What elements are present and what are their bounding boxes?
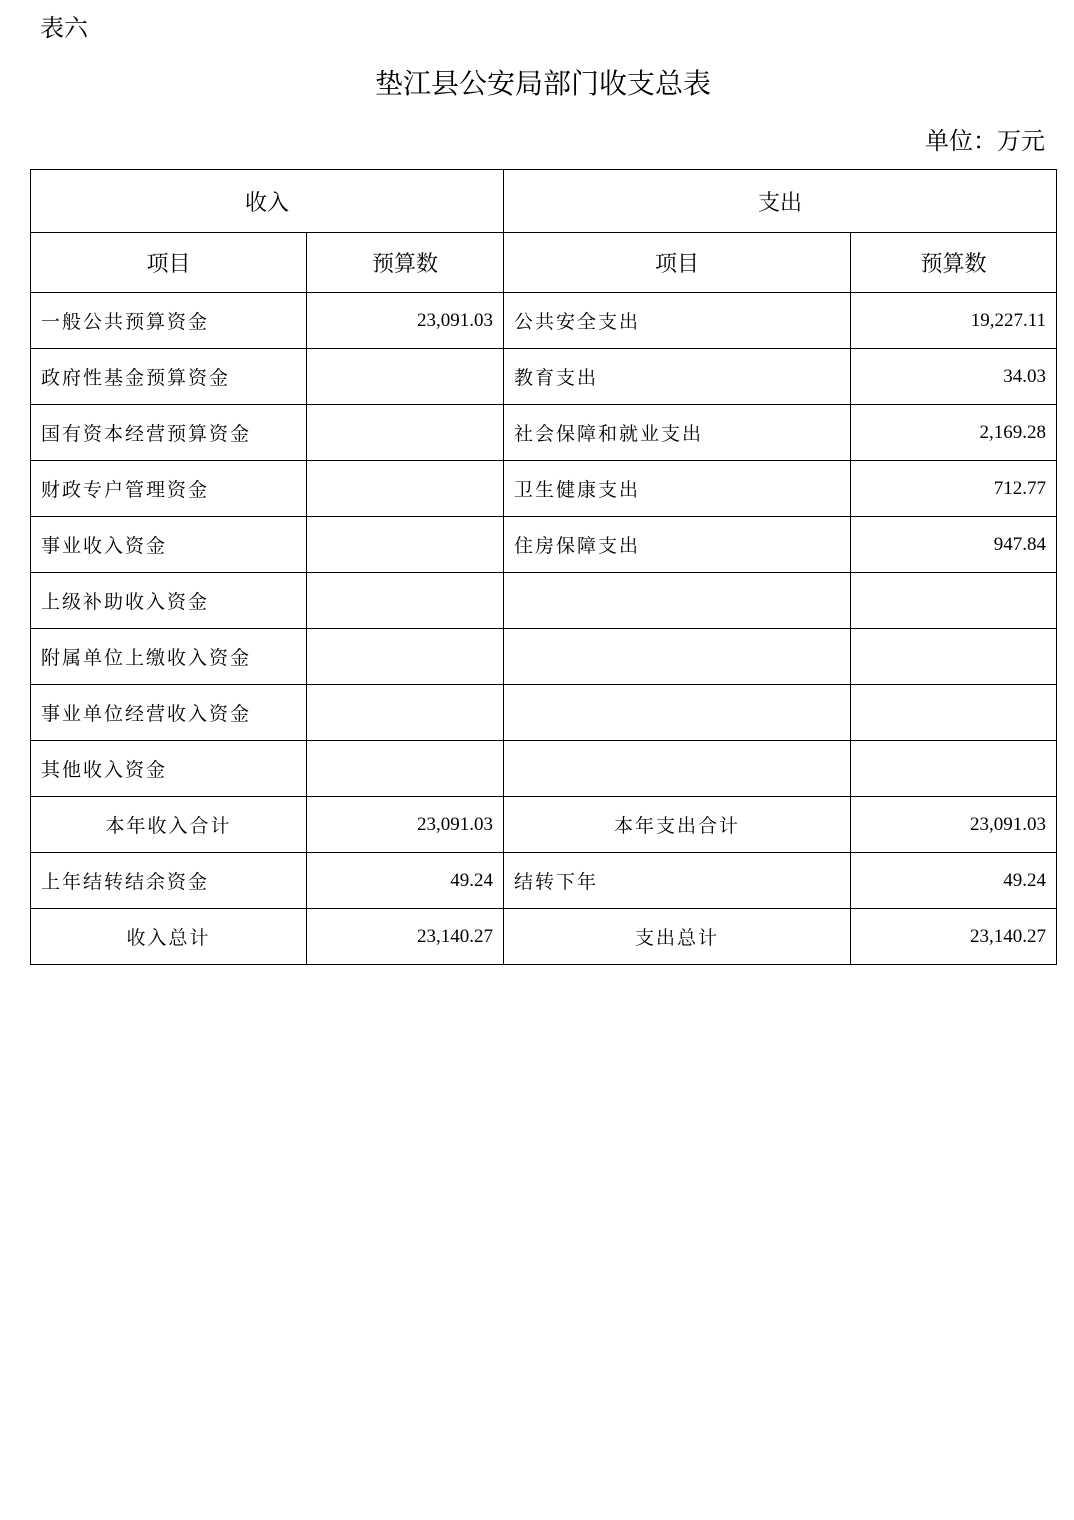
income-value [307,629,504,685]
income-expense-table [30,169,1057,965]
income-year-total-value: 23,091.03 [307,797,504,853]
expense-carryover-value: 49.24 [851,853,1057,909]
expense-item: 住房保障支出 [504,517,851,573]
expense-item: 教育支出 [504,349,851,405]
expense-item: 社会保障和就业支出 [504,405,851,461]
expense-value: 712.77 [851,461,1057,517]
table-row [31,629,1057,685]
income-value [307,461,504,517]
income-item: 上级补助收入资金 [31,573,307,629]
expense-value [851,573,1057,629]
year-total-row [31,797,1057,853]
expense-year-total-value: 23,091.03 [851,797,1057,853]
expense-value [851,629,1057,685]
expense-item: 公共安全支出 [504,293,851,349]
income-item-header: 项目 [31,233,307,293]
expense-item [504,685,851,741]
expense-item [504,629,851,685]
expense-item: 卫生健康支出 [504,461,851,517]
income-grand-total-value: 23,140.27 [307,909,504,965]
expense-item-header: 项目 [504,233,851,293]
income-value [307,517,504,573]
expense-item [504,573,851,629]
table-row [31,517,1057,573]
income-carryover-value: 49.24 [307,853,504,909]
table-row [31,461,1057,517]
table-row [31,293,1057,349]
expense-carryover-label: 结转下年 [504,853,851,909]
expense-value: 947.84 [851,517,1057,573]
expense-year-total-label: 本年支出合计 [504,797,851,853]
table-row [31,685,1057,741]
column-header-row [31,233,1057,293]
income-value: 23,091.03 [307,293,504,349]
expense-group-header: 支出 [504,170,1057,233]
grand-total-row [31,909,1057,965]
income-value [307,573,504,629]
income-item: 其他收入资金 [31,741,307,797]
income-value [307,349,504,405]
income-item: 一般公共预算资金 [31,293,307,349]
expense-value: 19,227.11 [851,293,1057,349]
expense-grand-total-value: 23,140.27 [851,909,1057,965]
expense-value [851,685,1057,741]
income-item: 政府性基金预算资金 [31,349,307,405]
expense-value [851,741,1057,797]
carryover-row [31,853,1057,909]
table-number-label: 表六 [40,14,88,42]
income-year-total-label: 本年收入合计 [31,797,307,853]
table-row [31,349,1057,405]
expense-budget-header: 预算数 [851,233,1057,293]
income-item: 事业收入资金 [31,517,307,573]
income-group-header: 收入 [31,170,504,233]
expense-value: 2,169.28 [851,405,1057,461]
table-row [31,405,1057,461]
expense-grand-total-label: 支出总计 [504,909,851,965]
income-item: 财政专户管理资金 [31,461,307,517]
income-item: 国有资本经营预算资金 [31,405,307,461]
income-value [307,405,504,461]
table-row [31,573,1057,629]
unit-label: 单位：万元 [925,127,1045,155]
document-title: 垫江县公安局部门收支总表 [374,67,711,100]
income-item: 附属单位上缴收入资金 [31,629,307,685]
income-grand-total-label: 收入总计 [31,909,307,965]
income-budget-header: 预算数 [307,233,504,293]
income-carryover-label: 上年结转结余资金 [31,853,307,909]
income-value [307,685,504,741]
group-header-row [31,170,1057,233]
expense-value: 34.03 [851,349,1057,405]
income-value [307,741,504,797]
income-item: 事业单位经营收入资金 [31,685,307,741]
table-row [31,741,1057,797]
expense-item [504,741,851,797]
